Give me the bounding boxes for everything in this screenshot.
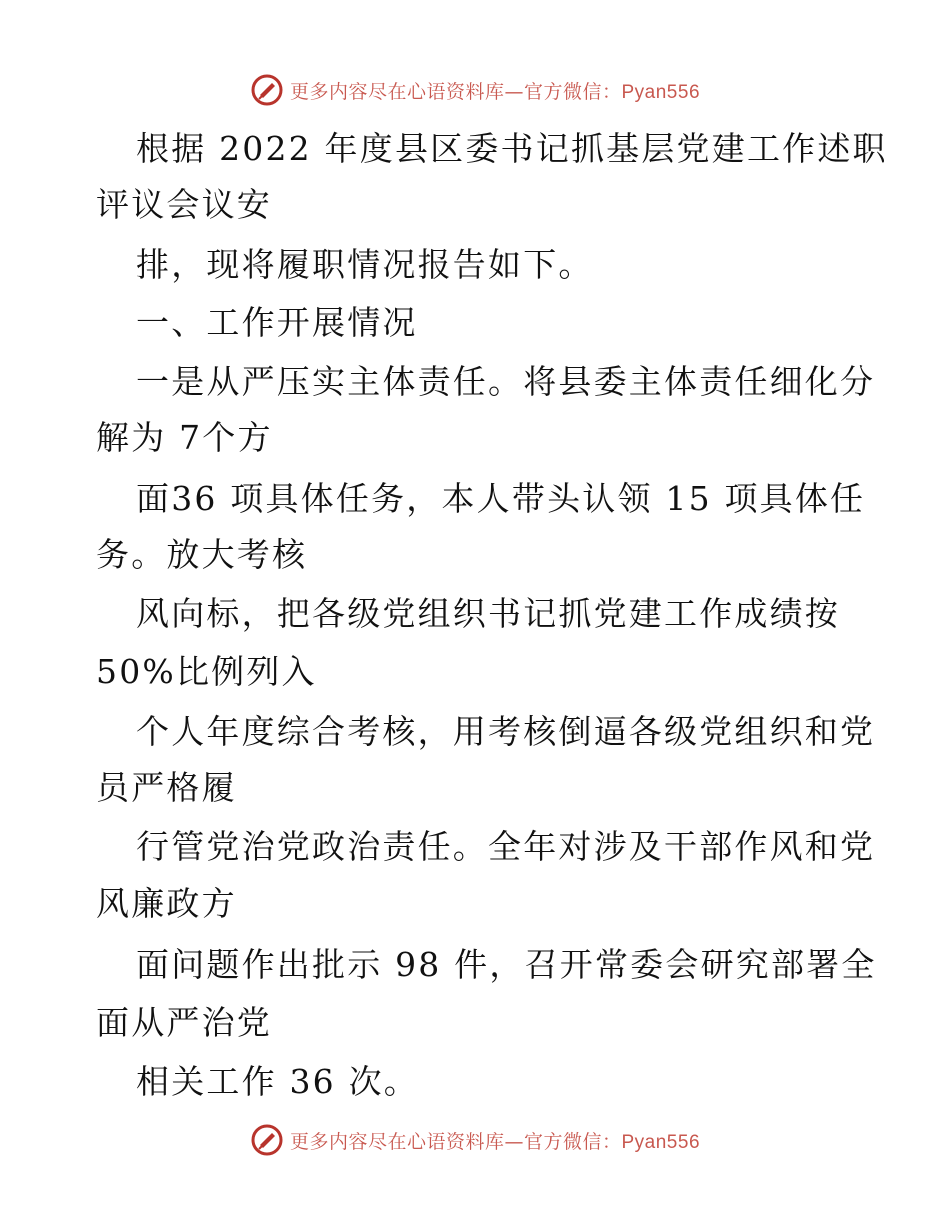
logo-icon [250, 73, 284, 107]
body-line: 风向标，把各级党组织书记抓党建工作成绩按 [136, 594, 840, 633]
body-line: 面从严治党 [96, 1003, 272, 1042]
body-line: 员严格履 [96, 768, 237, 807]
body-line: 行管党治党政治责任。全年对涉及干部作风和党 [136, 827, 876, 866]
body-line: 风廉政方 [96, 884, 237, 923]
body-line: 面问题作出批示 98 件，召开常委会研究部署全 [136, 945, 877, 984]
body-line: 排，现将履职情况报告如下。 [136, 245, 594, 284]
body-line: 根据 2022 年度县区委书记抓基层党建工作述职 [136, 129, 888, 168]
body-line: 一是从严压实主体责任。将县委主体责任细化分 [136, 362, 876, 401]
watermark-id: Pyan556 [621, 1131, 701, 1153]
body-line: 一、工作开展情况 [136, 303, 418, 342]
body-line: 评议会议安 [96, 185, 272, 224]
body-line: 务。放大考核 [96, 535, 308, 574]
watermark-id: Pyan556 [621, 81, 701, 103]
body-line: 个人年度综合考核，用考核倒逼各级党组织和党 [136, 712, 876, 751]
body-line: 面36 项具体任务，本人带头认领 15 项具体任 [136, 479, 866, 518]
body-line: 解为 7个方 [96, 418, 273, 457]
body-line: 50%比例列入 [96, 652, 317, 691]
watermark-text: 更多内容尽在心语资料库—官方微信： [289, 1130, 622, 1153]
header-watermark [0, 72, 950, 108]
logo-icon [250, 1123, 284, 1157]
footer-watermark [0, 1122, 950, 1158]
watermark-text: 更多内容尽在心语资料库—官方微信： [289, 80, 622, 103]
body-line: 相关工作 36 次。 [136, 1062, 419, 1101]
